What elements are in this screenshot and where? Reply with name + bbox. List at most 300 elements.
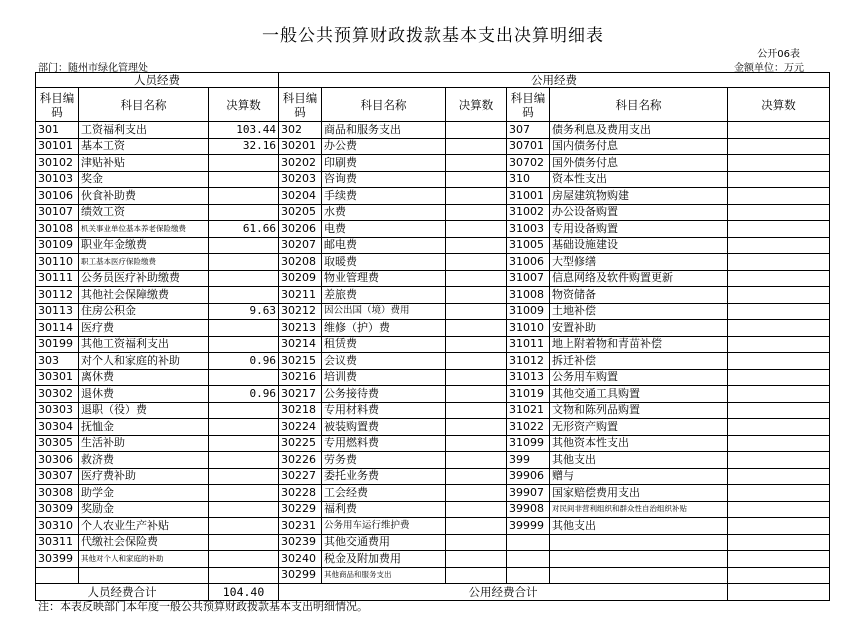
col-header-amount: 决算数: [728, 88, 830, 122]
amount-cell: [728, 452, 830, 469]
amount-cell: [728, 435, 830, 452]
subject-code-cell: 30208: [279, 254, 322, 271]
amount-cell: [446, 386, 507, 403]
amount-cell: [209, 171, 279, 188]
subject-code-cell: 30240: [279, 551, 322, 568]
subject-code-cell: 30309: [36, 501, 79, 518]
public-total-label: 公用经费合计: [279, 584, 728, 601]
subject-name-cell: 取暖费: [322, 254, 446, 271]
table-row: [36, 501, 830, 518]
subject-code-cell: 30213: [279, 320, 322, 337]
subject-name-cell: 咨询费: [322, 171, 446, 188]
subject-code-cell: 30311: [36, 534, 79, 551]
amount-cell: 0.96: [209, 353, 279, 370]
subject-code-cell: 30214: [279, 336, 322, 353]
subject-code-cell: 30229: [279, 501, 322, 518]
subject-code-cell: 30701: [507, 138, 550, 155]
table-row: [36, 171, 830, 188]
amount-cell: [728, 171, 830, 188]
subject-code-cell: 30216: [279, 369, 322, 386]
subject-name-cell: 邮电费: [322, 237, 446, 254]
subject-code-cell: 31003: [507, 221, 550, 238]
amount-cell: [446, 336, 507, 353]
subject-code-cell: 30204: [279, 188, 322, 205]
amount-cell: [728, 386, 830, 403]
subject-code-cell: 30207: [279, 237, 322, 254]
amount-cell: [446, 204, 507, 221]
subject-name-cell: 赠与: [550, 468, 728, 485]
amount-cell: [446, 534, 507, 551]
table-row: [36, 518, 830, 535]
subject-code-cell: 31022: [507, 419, 550, 436]
subject-name-cell: 其他资本性支出: [550, 435, 728, 452]
subject-name-cell: 电费: [322, 221, 446, 238]
subject-name-cell: 国家赔偿费用支出: [550, 485, 728, 502]
amount-cell: [209, 485, 279, 502]
amount-cell: [728, 221, 830, 238]
subject-name-cell: 劳务费: [322, 452, 446, 469]
subject-name-cell: 培训费: [322, 369, 446, 386]
subject-name-cell: 公务员医疗补助缴费: [79, 270, 209, 287]
subject-code-cell: 310: [507, 171, 550, 188]
amount-cell: [446, 452, 507, 469]
amount-cell: [209, 188, 279, 205]
amount-cell: 0.96: [209, 386, 279, 403]
subject-name-cell: 委托业务费: [322, 468, 446, 485]
amount-cell: [209, 237, 279, 254]
subject-name-cell: 其他交通工具购置: [550, 386, 728, 403]
subject-code-cell: 30202: [279, 155, 322, 172]
subject-name-cell: 印刷费: [322, 155, 446, 172]
subject-code-cell: 30301: [36, 369, 79, 386]
subject-code-cell: 30310: [36, 518, 79, 535]
amount-cell: [446, 303, 507, 320]
subject-name-cell: 工会经费: [322, 485, 446, 502]
public-group-header: 公用经费: [279, 73, 830, 88]
amount-cell: [728, 518, 830, 535]
amount-cell: [446, 270, 507, 287]
table-row: [36, 320, 830, 337]
amount-cell: [446, 188, 507, 205]
table-row: [36, 336, 830, 353]
subject-code-cell: 30205: [279, 204, 322, 221]
subject-name-cell: 公务用车购置: [550, 369, 728, 386]
subject-code-cell: [36, 567, 79, 584]
subject-code-cell: [507, 551, 550, 568]
subject-code-cell: 303: [36, 353, 79, 370]
col-header-code: 科目编码: [36, 88, 79, 122]
subject-code-cell: 39906: [507, 468, 550, 485]
subject-code-cell: 30113: [36, 303, 79, 320]
subject-code-cell: 30107: [36, 204, 79, 221]
subject-code-cell: 30109: [36, 237, 79, 254]
subject-name-cell: 绩效工资: [79, 204, 209, 221]
subject-code-cell: 30228: [279, 485, 322, 502]
amount-cell: [446, 237, 507, 254]
amount-cell: [728, 419, 830, 436]
subject-code-cell: 30217: [279, 386, 322, 403]
subject-code-cell: 30111: [36, 270, 79, 287]
amount-cell: [728, 155, 830, 172]
subject-name-cell: 职业年金缴费: [79, 237, 209, 254]
amount-cell: [209, 452, 279, 469]
subject-name-cell: 离休费: [79, 369, 209, 386]
subject-name-cell: 代缴社会保险费: [79, 534, 209, 551]
amount-cell: [728, 567, 830, 584]
amount-cell: [728, 122, 830, 139]
subject-code-cell: 30224: [279, 419, 322, 436]
subject-code-cell: 302: [279, 122, 322, 139]
amount-cell: [446, 221, 507, 238]
subject-code-cell: 31012: [507, 353, 550, 370]
amount-cell: [728, 353, 830, 370]
subject-code-cell: 30399: [36, 551, 79, 568]
amount-cell: [728, 485, 830, 502]
subject-code-cell: 31021: [507, 402, 550, 419]
subject-name-cell: 机关事业单位基本养老保险缴费: [79, 221, 209, 238]
subject-name-cell: 资本性支出: [550, 171, 728, 188]
table-row: [36, 303, 830, 320]
amount-cell: [446, 419, 507, 436]
table-row: [36, 485, 830, 502]
amount-cell: [728, 188, 830, 205]
subject-code-cell: 31008: [507, 287, 550, 304]
subject-name-cell: 专用材料费: [322, 402, 446, 419]
amount-cell: [446, 155, 507, 172]
subject-name-cell: [550, 567, 728, 584]
table-row: [36, 122, 830, 139]
amount-cell: [728, 270, 830, 287]
subject-name-cell: 工资福利支出: [79, 122, 209, 139]
amount-cell: [209, 254, 279, 271]
table-row: [36, 188, 830, 205]
public-total-value: [728, 584, 830, 601]
subject-code-cell: 30209: [279, 270, 322, 287]
subject-name-cell: 租赁费: [322, 336, 446, 353]
col-header-code: 科目编码: [279, 88, 322, 122]
table-row: [36, 204, 830, 221]
amount-cell: 9.63: [209, 303, 279, 320]
table-row: [36, 419, 830, 436]
subject-code-cell: 30239: [279, 534, 322, 551]
amount-cell: [728, 468, 830, 485]
col-header-amount: 决算数: [446, 88, 507, 122]
table-row: [36, 221, 830, 238]
subject-name-cell: 津贴补贴: [79, 155, 209, 172]
amount-cell: [209, 204, 279, 221]
table-row: [36, 402, 830, 419]
amount-cell: [446, 485, 507, 502]
amount-cell: [728, 204, 830, 221]
subject-name-cell: 因公出国（境）费用: [322, 303, 446, 320]
subject-code-cell: 30112: [36, 287, 79, 304]
amount-cell: [446, 122, 507, 139]
amount-cell: [446, 435, 507, 452]
subject-name-cell: [79, 567, 209, 584]
subject-name-cell: 大型修缮: [550, 254, 728, 271]
subject-code-cell: 30305: [36, 435, 79, 452]
subject-code-cell: 31007: [507, 270, 550, 287]
amount-cell: [446, 320, 507, 337]
personnel-total-label: 人员经费合计: [36, 584, 209, 601]
subject-name-cell: 其他支出: [550, 452, 728, 469]
table-row: [36, 237, 830, 254]
subject-code-cell: 307: [507, 122, 550, 139]
subject-code-cell: 31006: [507, 254, 550, 271]
amount-cell: [209, 336, 279, 353]
amount-cell: [446, 551, 507, 568]
subject-code-cell: 399: [507, 452, 550, 469]
amount-cell: [446, 254, 507, 271]
table-row: [36, 567, 830, 584]
subject-code-cell: 30206: [279, 221, 322, 238]
subject-name-cell: 国外债务付息: [550, 155, 728, 172]
subject-code-cell: 31013: [507, 369, 550, 386]
subject-code-cell: 39999: [507, 518, 550, 535]
subject-name-cell: 无形资产购置: [550, 419, 728, 436]
amount-cell: 61.66: [209, 221, 279, 238]
subject-code-cell: 30303: [36, 402, 79, 419]
subject-name-cell: 基本工资: [79, 138, 209, 155]
subject-name-cell: 税金及附加费用: [322, 551, 446, 568]
subject-code-cell: 30218: [279, 402, 322, 419]
subject-name-cell: 住房公积金: [79, 303, 209, 320]
table-row: [36, 534, 830, 551]
subject-code-cell: 31019: [507, 386, 550, 403]
amount-cell: [728, 534, 830, 551]
table-row: [36, 254, 830, 271]
subject-code-cell: 31005: [507, 237, 550, 254]
subject-code-cell: 30304: [36, 419, 79, 436]
amount-cell: 103.44: [209, 122, 279, 139]
table-row: [36, 452, 830, 469]
subject-name-cell: 个人农业生产补贴: [79, 518, 209, 535]
subject-name-cell: 维修（护）费: [322, 320, 446, 337]
subject-name-cell: 对个人和家庭的补助: [79, 353, 209, 370]
subject-code-cell: 30308: [36, 485, 79, 502]
subject-name-cell: 国内债务付息: [550, 138, 728, 155]
subject-code-cell: 31002: [507, 204, 550, 221]
subject-code-cell: 30306: [36, 452, 79, 469]
amount-cell: [446, 353, 507, 370]
amount-cell: [728, 237, 830, 254]
subject-code-cell: 30103: [36, 171, 79, 188]
subject-name-cell: 商品和服务支出: [322, 122, 446, 139]
table-row: [36, 270, 830, 287]
subject-name-cell: 伙食补助费: [79, 188, 209, 205]
subject-code-cell: 30702: [507, 155, 550, 172]
subject-name-cell: 其他支出: [550, 518, 728, 535]
subject-code-cell: 30114: [36, 320, 79, 337]
col-header-name: 科目名称: [550, 88, 728, 122]
subject-name-cell: 基础设施建设: [550, 237, 728, 254]
subject-code-cell: 31009: [507, 303, 550, 320]
subject-name-cell: 退职（役）费: [79, 402, 209, 419]
personnel-group-header: 人员经费: [36, 73, 279, 88]
subject-code-cell: 30106: [36, 188, 79, 205]
subject-name-cell: 差旅费: [322, 287, 446, 304]
amount-cell: [446, 287, 507, 304]
amount-cell: [209, 435, 279, 452]
amount-cell: [728, 501, 830, 518]
subject-name-cell: 公务用车运行维护费: [322, 518, 446, 535]
amount-cell: [209, 287, 279, 304]
subject-name-cell: 奖金: [79, 171, 209, 188]
amount-cell: [209, 320, 279, 337]
subject-name-cell: 救济费: [79, 452, 209, 469]
subject-code-cell: [507, 534, 550, 551]
subject-code-cell: 30226: [279, 452, 322, 469]
personnel-total-value: 104.40: [209, 584, 279, 601]
subject-code-cell: 30307: [36, 468, 79, 485]
subject-code-cell: 31099: [507, 435, 550, 452]
subject-name-cell: 对民间非营利组织和群众性自治组织补贴: [550, 501, 728, 518]
subject-name-cell: 职工基本医疗保险缴费: [79, 254, 209, 271]
col-header-code: 科目编码: [507, 88, 550, 122]
amount-cell: [446, 402, 507, 419]
subject-name-cell: 福利费: [322, 501, 446, 518]
subject-name-cell: 手续费: [322, 188, 446, 205]
table-row: [36, 369, 830, 386]
col-header-amount: 决算数: [209, 88, 279, 122]
subject-code-cell: 30201: [279, 138, 322, 155]
subject-code-cell: 31011: [507, 336, 550, 353]
subject-name-cell: 信息网络及软件购置更新: [550, 270, 728, 287]
amount-cell: [446, 468, 507, 485]
subject-code-cell: 30212: [279, 303, 322, 320]
subject-name-cell: 专用燃料费: [322, 435, 446, 452]
subject-name-cell: 文物和陈列品购置: [550, 402, 728, 419]
subject-code-cell: 30225: [279, 435, 322, 452]
subject-name-cell: 债务利息及费用支出: [550, 122, 728, 139]
amount-cell: [446, 171, 507, 188]
amount-cell: [209, 155, 279, 172]
table-row: [36, 353, 830, 370]
subject-code-cell: 31001: [507, 188, 550, 205]
subject-name-cell: 其他社会保障缴费: [79, 287, 209, 304]
table-note: 注：本表反映部门本年度一般公共预算财政拨款基本支出明细情况。: [38, 600, 368, 613]
col-header-name: 科目名称: [322, 88, 446, 122]
subject-code-cell: 30199: [36, 336, 79, 353]
subject-name-cell: 物资储备: [550, 287, 728, 304]
subject-name-cell: 办公费: [322, 138, 446, 155]
subject-name-cell: 办公设备购置: [550, 204, 728, 221]
page-title: 一般公共预算财政拨款基本支出决算明细表: [262, 26, 604, 46]
subject-code-cell: 39907: [507, 485, 550, 502]
subject-name-cell: 水费: [322, 204, 446, 221]
subject-name-cell: 医疗费补助: [79, 468, 209, 485]
table-row: [36, 468, 830, 485]
table-row: [36, 435, 830, 452]
group-header-row: [36, 73, 830, 88]
subject-name-cell: 房屋建筑物购建: [550, 188, 728, 205]
subject-code-cell: 30302: [36, 386, 79, 403]
table-body: [36, 122, 830, 584]
table-row: [36, 155, 830, 172]
amount-cell: [728, 320, 830, 337]
subject-code-cell: 30203: [279, 171, 322, 188]
subject-name-cell: 助学金: [79, 485, 209, 502]
subject-name-cell: 安置补助: [550, 320, 728, 337]
amount-cell: [728, 303, 830, 320]
amount-cell: [209, 402, 279, 419]
amount-cell: [209, 468, 279, 485]
subject-code-cell: 30299: [279, 567, 322, 584]
amount-cell: [446, 369, 507, 386]
subject-code-cell: 30227: [279, 468, 322, 485]
amount-cell: [209, 534, 279, 551]
subject-code-cell: 30101: [36, 138, 79, 155]
subject-name-cell: 奖励金: [79, 501, 209, 518]
subject-name-cell: 其他对个人和家庭的补助: [79, 551, 209, 568]
subject-name-cell: 土地补偿: [550, 303, 728, 320]
amount-cell: [728, 402, 830, 419]
subject-name-cell: 地上附着物和青苗补偿: [550, 336, 728, 353]
amount-cell: [728, 551, 830, 568]
column-header-row: [36, 88, 830, 122]
subject-name-cell: 其他商品和服务支出: [322, 567, 446, 584]
amount-unit-label: 金额单位：万元: [734, 63, 804, 74]
department-label: 部门：随州市绿化管理处: [38, 63, 148, 74]
subject-code-cell: 31010: [507, 320, 550, 337]
expenditure-table: [35, 72, 830, 601]
subject-name-cell: 退休费: [79, 386, 209, 403]
amount-cell: 32.16: [209, 138, 279, 155]
table-row: [36, 551, 830, 568]
amount-cell: [446, 138, 507, 155]
amount-cell: [728, 138, 830, 155]
amount-cell: [446, 518, 507, 535]
subject-name-cell: [550, 551, 728, 568]
subject-name-cell: 公务接待费: [322, 386, 446, 403]
subject-name-cell: 会议费: [322, 353, 446, 370]
subject-code-cell: 30215: [279, 353, 322, 370]
form-number: 公开06表: [757, 49, 800, 60]
subject-code-cell: 30231: [279, 518, 322, 535]
amount-cell: [209, 567, 279, 584]
subject-name-cell: 抚恤金: [79, 419, 209, 436]
subject-name-cell: 被装购置费: [322, 419, 446, 436]
table-row: [36, 138, 830, 155]
table-row: [36, 287, 830, 304]
subject-name-cell: 其他交通费用: [322, 534, 446, 551]
col-header-name: 科目名称: [79, 88, 209, 122]
amount-cell: [728, 254, 830, 271]
amount-cell: [728, 369, 830, 386]
subject-code-cell: 30108: [36, 221, 79, 238]
subject-code-cell: 30102: [36, 155, 79, 172]
subject-code-cell: 30110: [36, 254, 79, 271]
amount-cell: [209, 551, 279, 568]
subject-name-cell: 物业管理费: [322, 270, 446, 287]
subject-code-cell: 30211: [279, 287, 322, 304]
subject-name-cell: 其他工资福利支出: [79, 336, 209, 353]
amount-cell: [209, 501, 279, 518]
amount-cell: [728, 287, 830, 304]
subject-name-cell: 拆迁补偿: [550, 353, 728, 370]
subject-name-cell: 医疗费: [79, 320, 209, 337]
subject-code-cell: [507, 567, 550, 584]
amount-cell: [209, 419, 279, 436]
subject-name-cell: 生活补助: [79, 435, 209, 452]
amount-cell: [209, 369, 279, 386]
subject-name-cell: 专用设备购置: [550, 221, 728, 238]
amount-cell: [728, 336, 830, 353]
table-row: [36, 386, 830, 403]
subject-code-cell: 301: [36, 122, 79, 139]
amount-cell: [446, 501, 507, 518]
amount-cell: [209, 270, 279, 287]
